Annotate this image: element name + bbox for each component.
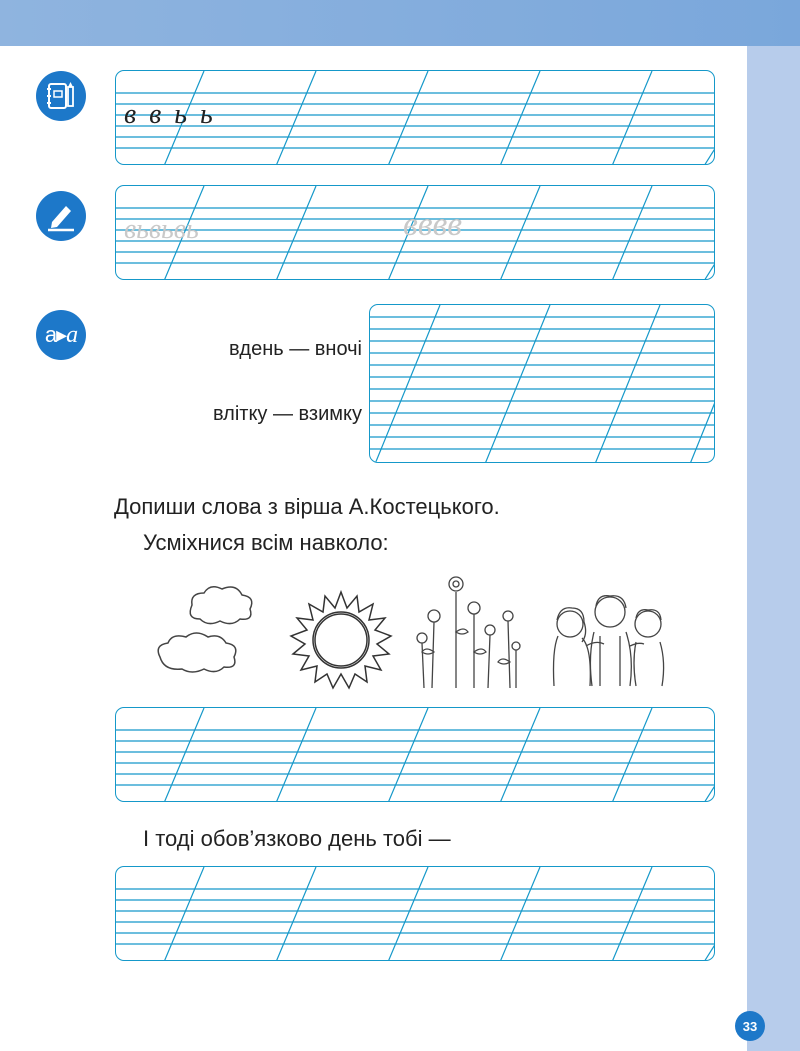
traced-letters-right: вввв (403, 206, 463, 243)
word-pair-2: влітку — взимку (213, 403, 362, 425)
clouds-illustration (150, 575, 260, 685)
letter-transform-icon: а▸a (36, 310, 86, 360)
ruled-box-4[interactable] (115, 707, 715, 802)
sample-letters: в в ь ь (124, 99, 216, 130)
ruled-box-3[interactable] (369, 304, 715, 463)
page-number: 33 (735, 1011, 765, 1041)
ruled-box-5[interactable] (115, 866, 715, 961)
traced-letters-left: вьвьвь (124, 214, 199, 245)
side-color-band (747, 46, 800, 1051)
flowers-illustration (412, 572, 527, 690)
notebook-pencil-icon (36, 71, 86, 121)
ruled-box-2[interactable] (115, 185, 715, 280)
ruled-lines-3 (370, 305, 715, 463)
pen-writing-icon (36, 191, 86, 241)
sun-illustration (285, 588, 397, 693)
ruled-box-1[interactable] (115, 70, 715, 165)
children-illustration (548, 590, 678, 690)
instruction-text: Допиши слова з вірша А.Костецького. (114, 494, 500, 519)
ruled-lines-4 (116, 708, 715, 802)
poem-line-1: Усміхнися всім навколо: (143, 530, 389, 555)
icon-letter-italic: a (66, 321, 78, 348)
ruled-lines-5 (116, 867, 715, 961)
icon-letter-print: а (44, 321, 57, 347)
word-pair-1: вдень — вночі (229, 338, 362, 360)
poem-line-2: І тоді обов’язково день тобі — (143, 826, 451, 851)
top-color-band (0, 0, 800, 46)
